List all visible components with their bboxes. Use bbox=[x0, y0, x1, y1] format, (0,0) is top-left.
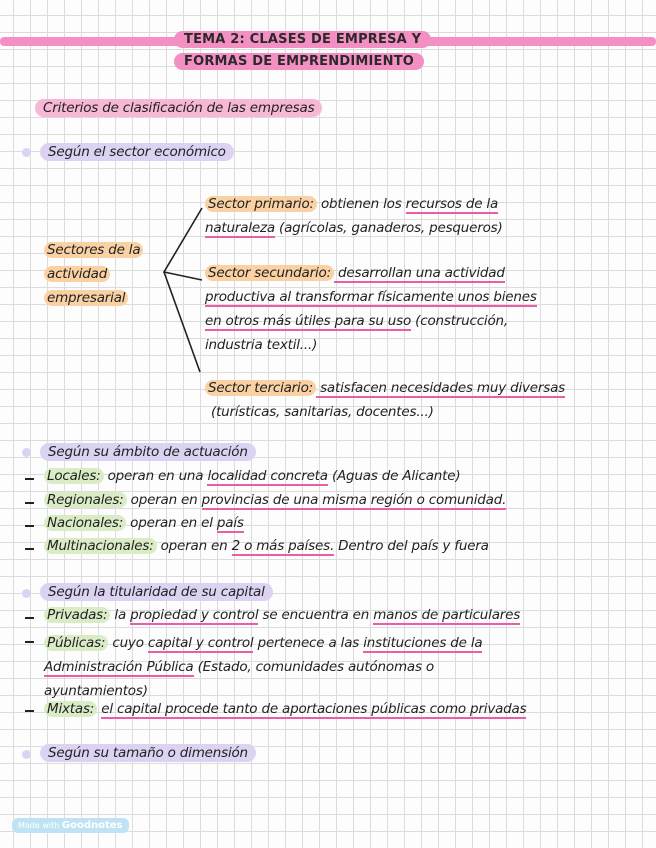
sector-primario: Sector primario: obtienen los recursos de la naturaleza (agrícolas, ganaderos, pesqueros) bbox=[205, 196, 503, 236]
title-line-1: TEMA 2: CLASES DE EMPRESA Y bbox=[174, 31, 431, 48]
bracket-lines bbox=[158, 200, 208, 380]
ambito-item-multinacionales: Multinacionales: operan en 2 o más países. Dentro del país y fuera bbox=[44, 538, 489, 554]
sector-terciario: Sector terciario: satisfacen necesidades muy diversas (turísticas, sanitarias, docentes...) bbox=[205, 376, 565, 424]
sector-secundario: Sector secundario: desarrollan una actividad productiva al transformar físicamente unos bienes en otros más útiles para su uso (construcción, industria textil...) bbox=[205, 265, 537, 353]
sector-group-label: Sectores de la actividad empresarial bbox=[44, 238, 143, 310]
section-heading-sector: Según el sector económico bbox=[40, 144, 234, 160]
bullet-ambito bbox=[22, 448, 31, 457]
ambito-item-regionales: Regionales: operan en provincias de una misma región o comunidad. bbox=[44, 492, 506, 508]
title-line-2: FORMAS DE EMPRENDIMIENTO bbox=[174, 53, 424, 70]
dash bbox=[25, 502, 34, 504]
dash bbox=[25, 525, 34, 527]
titularidad-privadas: Privadas: la propiedad y control se encuentra en manos de particulares bbox=[44, 607, 520, 623]
titularidad-publicas: Públicas: cuyo capital y control pertenece a las instituciones de la Administración Pública (Estado, comunidades autónomas o ayuntamientos) bbox=[44, 635, 483, 699]
bullet-sector bbox=[22, 148, 31, 157]
section-heading-titularidad: Según la titularidad de su capital bbox=[40, 584, 273, 600]
section-heading-tamano: Según su tamaño o dimensión bbox=[40, 745, 256, 761]
bullet-tamano bbox=[22, 750, 31, 759]
ambito-item-nacionales: Nacionales: operan en el país bbox=[44, 515, 244, 531]
goodnotes-watermark: Made with Goodnotes bbox=[12, 818, 129, 833]
dash bbox=[25, 710, 34, 712]
section-heading-ambito: Según su ámbito de actuación bbox=[40, 444, 256, 460]
ambito-item-locales: Locales: operan en una localidad concreta (Aguas de Alicante) bbox=[44, 468, 460, 484]
main-heading: Criterios de clasificación de las empresas bbox=[35, 100, 322, 116]
dash bbox=[25, 641, 34, 643]
bullet-titularidad bbox=[22, 589, 31, 598]
titularidad-mixtas: Mixtas: el capital procede tanto de aportaciones públicas como privadas bbox=[44, 701, 526, 717]
dash bbox=[25, 548, 34, 550]
dash bbox=[25, 617, 34, 619]
dash bbox=[25, 478, 34, 480]
